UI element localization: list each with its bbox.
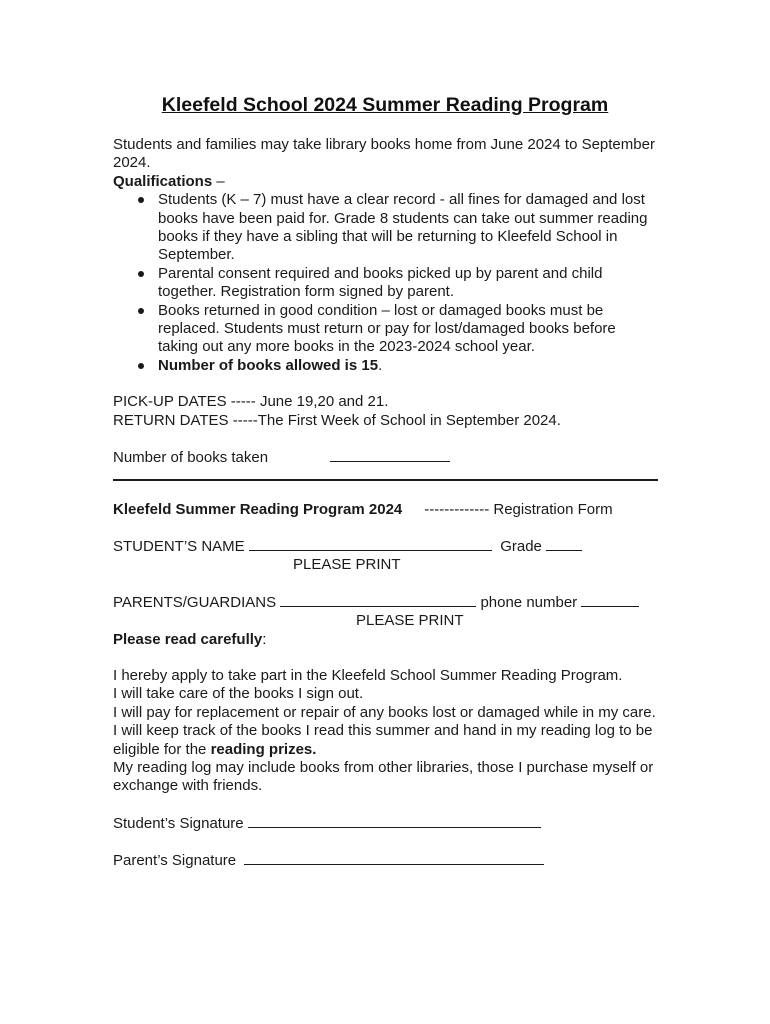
agreement-log: My reading log may include books from other libraries, those I purchase myself or exchange with friends.: [113, 758, 654, 795]
books-allowed-text: Number of books allowed is 15: [158, 356, 379, 374]
form-heading: [113, 501, 658, 519]
return-dates: RETURN DATES -----The First Week of School in September 2024.: [113, 411, 561, 429]
grade-field[interactable]: [546, 537, 582, 551]
form-heading-subtitle: ------------- Registration Form: [424, 500, 613, 518]
qualification-item: Books returned in good condition – lost or damaged books must be replaced. Students must return or pay for lost/damaged books before taking out any more books in the 2023-2024 school year.: [158, 302, 658, 357]
qualification-item-books-allowed: [158, 357, 658, 375]
student-signature-label: Student’s Signature: [113, 814, 244, 832]
read-carefully-label: Please read carefully: [113, 630, 263, 648]
qualifications-dash: –: [212, 172, 225, 190]
grade-label: Grade: [500, 537, 542, 555]
student-name-line: [113, 537, 658, 556]
form-heading-title: Kleefeld Summer Reading Program 2024: [113, 500, 403, 518]
agreement-care: I will take care of the books I sign out.: [113, 685, 364, 703]
parents-field[interactable]: [280, 593, 476, 607]
agreement-pay: I will pay for replacement or repair of any books lost or damaged while in my care.: [113, 703, 656, 721]
student-signature-field[interactable]: [248, 814, 541, 828]
pickup-dates: PICK-UP DATES ----- June 19,20 and 21.: [113, 393, 389, 411]
read-carefully-line: [113, 631, 658, 649]
student-signature-line: [113, 814, 658, 833]
please-print-note: PLEASE PRINT: [356, 612, 464, 630]
qualification-item: Students (K – 7) must have a clear record - all fines for damaged and lost books have been paid for. Grade 8 students can take out summer reading books if they have a sibling that will be returning to Kleefeld School in September.: [158, 191, 658, 265]
qualifications-heading: [113, 173, 658, 191]
qualification-item: Parental consent required and books picked up by parent and child together. Registration form signed by parent.: [158, 265, 658, 302]
parent-signature-line: [113, 851, 658, 870]
parents-line: [113, 593, 658, 612]
page-title: Kleefeld School 2024 Summer Reading Program: [161, 94, 609, 116]
books-taken-label: Number of books taken: [113, 449, 269, 467]
books-taken-line: [113, 448, 658, 467]
books-taken-field[interactable]: [330, 448, 450, 462]
qualifications-list: [113, 191, 658, 375]
qualifications-label: Qualifications: [113, 172, 213, 190]
read-carefully-colon: :: [262, 630, 267, 648]
parents-label: PARENTS/GUARDIANS: [113, 593, 277, 611]
student-please-print: [113, 556, 658, 574]
books-allowed-period: .: [378, 356, 383, 374]
phone-field[interactable]: [581, 593, 639, 607]
agreement-apply: I hereby apply to take part in the Kleefeld School Summer Reading Program.: [113, 666, 623, 684]
section-divider: [113, 479, 658, 481]
student-name-label: STUDENT’S NAME: [113, 537, 245, 555]
please-print-note: PLEASE PRINT: [293, 556, 401, 574]
intro-paragraph: Students and families may take library books home from June 2024 to September 2024.: [113, 136, 655, 172]
parent-signature-label: Parent’s Signature: [113, 852, 237, 870]
document-body: [113, 136, 658, 871]
parent-signature-field[interactable]: [244, 851, 544, 865]
agreement-track: [113, 722, 658, 759]
reading-prizes-text: reading prizes.: [210, 740, 317, 758]
student-name-field[interactable]: [249, 537, 492, 551]
agreement-track-text: I will keep track of the books I read this summer and hand in my reading log to be eligible for the: [113, 722, 653, 758]
phone-label: phone number: [480, 593, 578, 611]
parents-please-print: [113, 612, 658, 630]
